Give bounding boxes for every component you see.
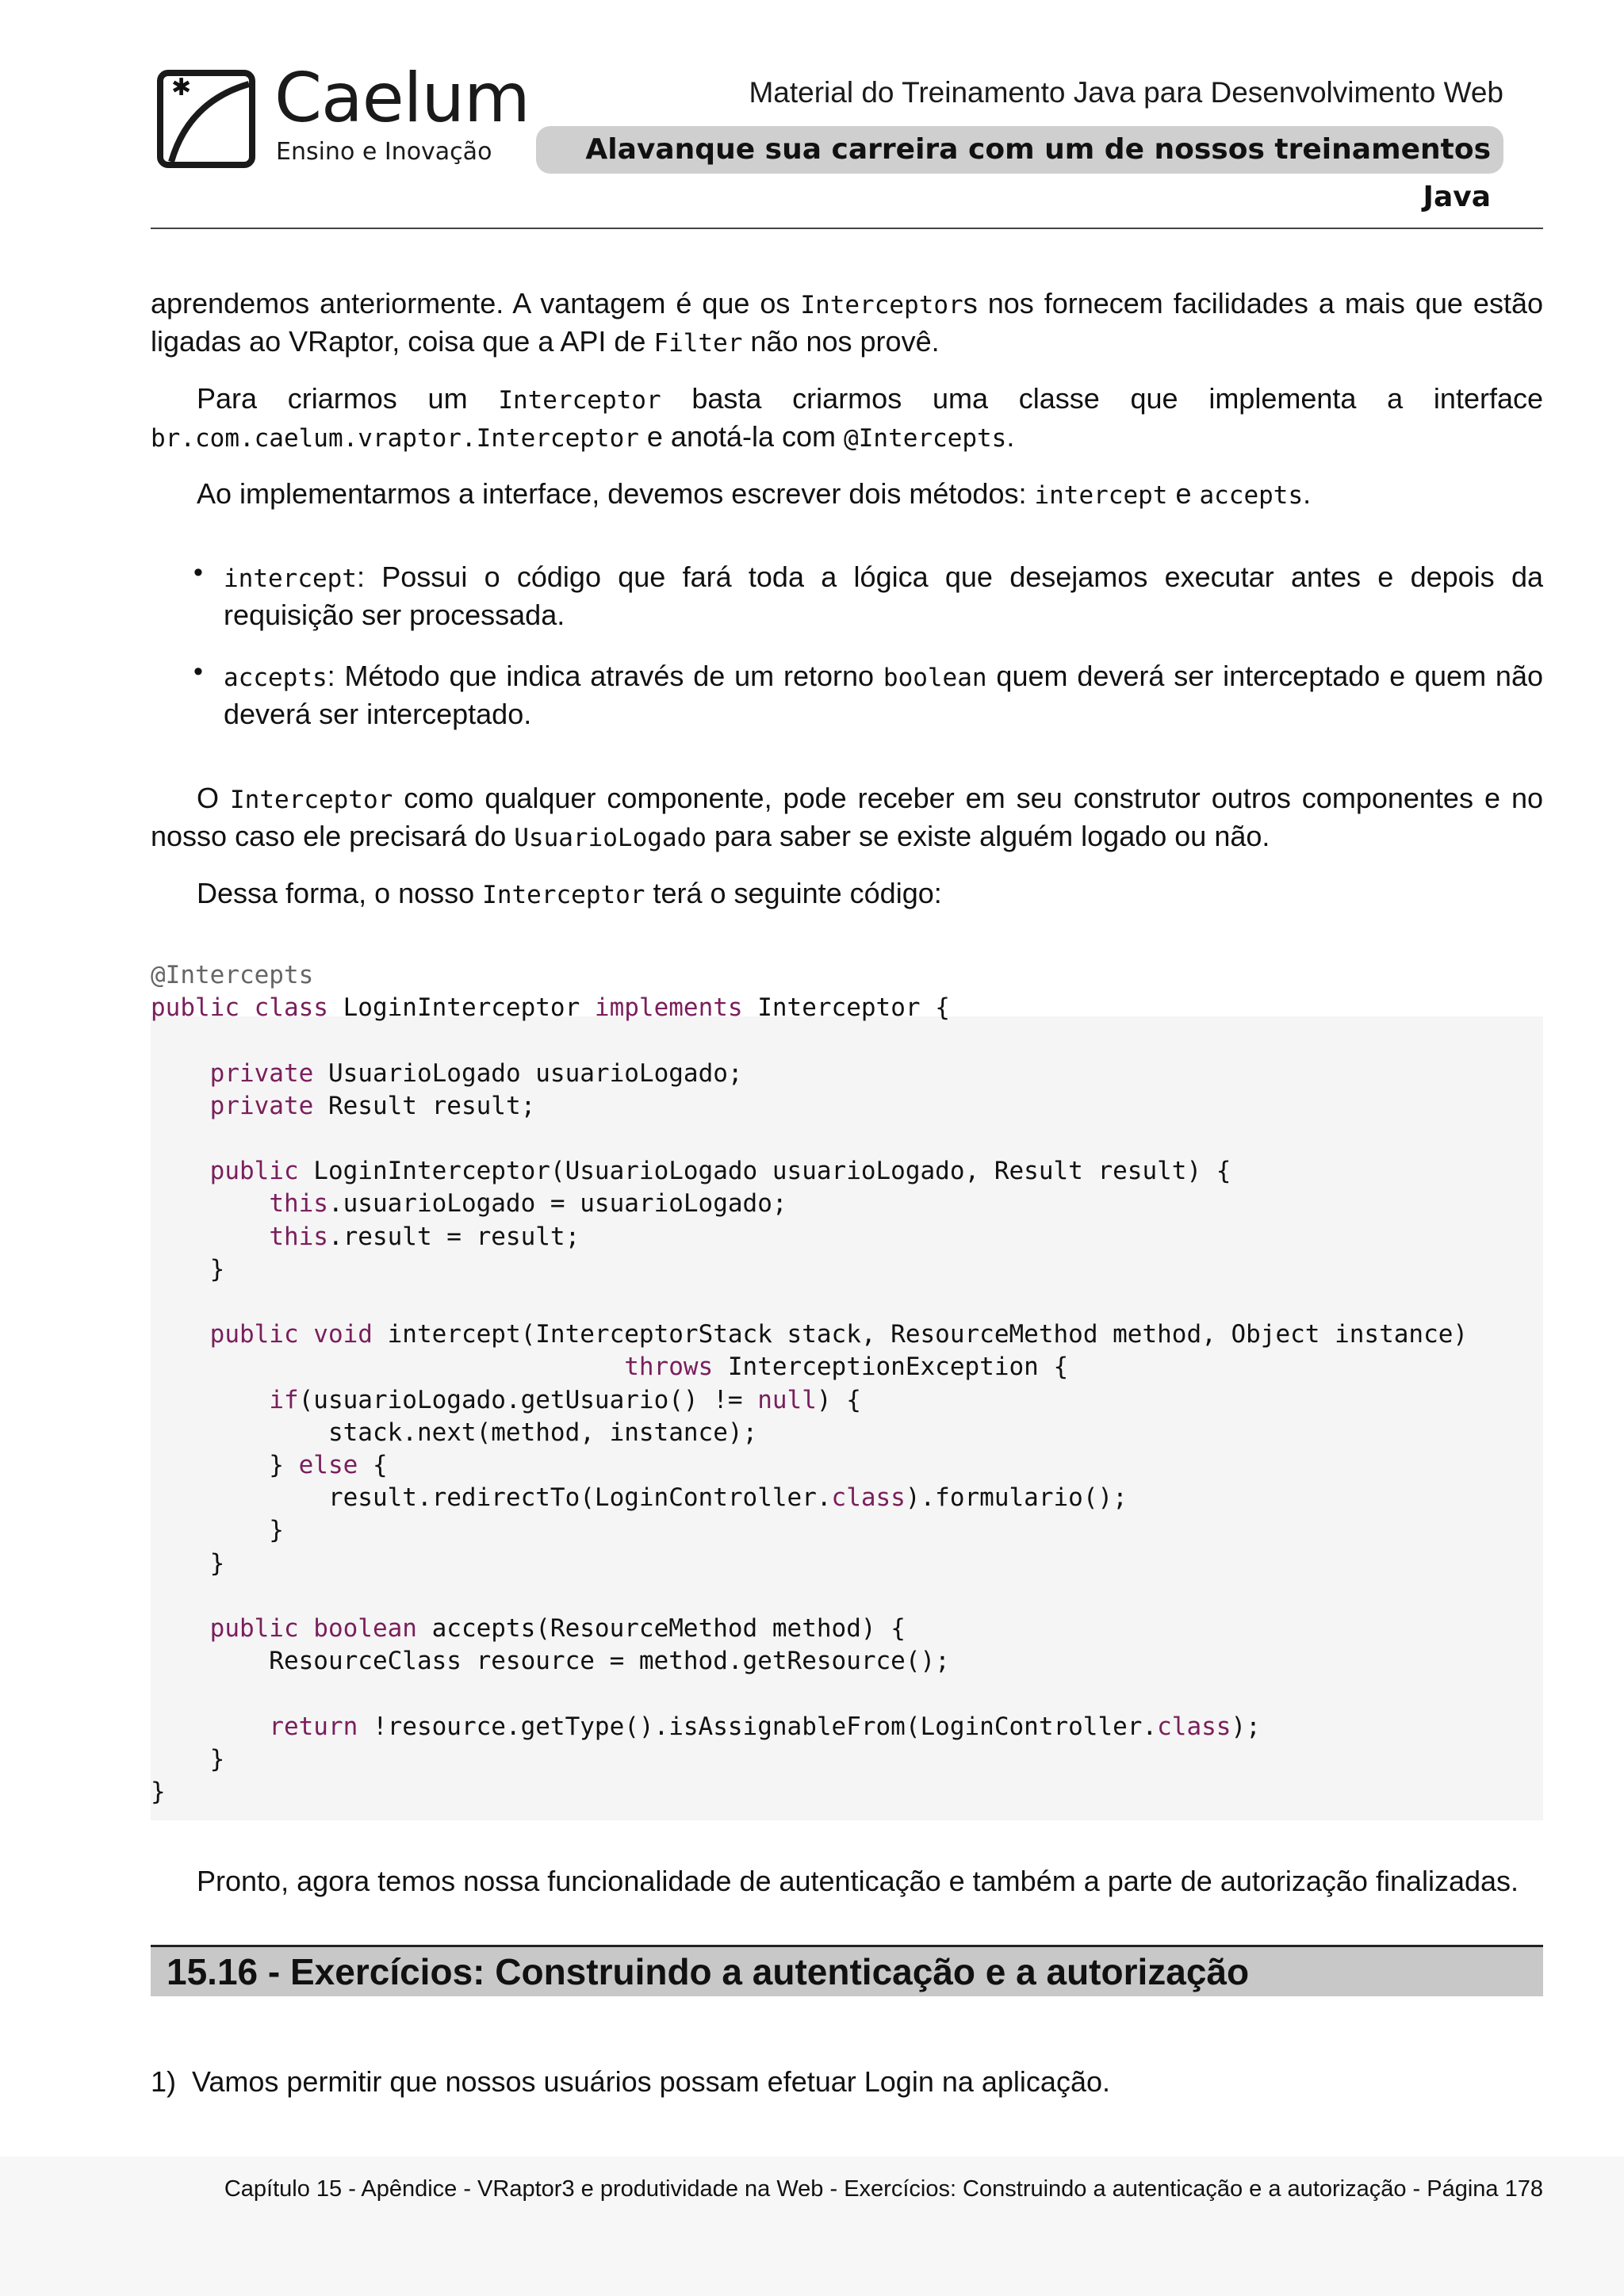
text: aprendemos anteriormente. A vantagem é que os xyxy=(151,287,801,320)
text: como qualquer componente, pode receber em seu construtor outros componentes e no nosso caso ele precisará do xyxy=(151,782,1543,852)
paragraph-4 xyxy=(151,780,1543,856)
text: terá o seguinte código: xyxy=(645,877,942,909)
code-line: stack.next(method, instance); xyxy=(151,1418,758,1447)
code-inline: Interceptor xyxy=(498,386,661,415)
logo-tagline: Ensino e Inovação xyxy=(276,138,492,166)
logo-name: Caelum xyxy=(274,59,530,138)
caelum-logo xyxy=(157,59,530,176)
code-line: } else { xyxy=(151,1451,388,1480)
header-divider xyxy=(151,228,1543,229)
code-line: } xyxy=(151,1777,166,1807)
text: : Método que indica através de um retorno xyxy=(327,660,883,692)
code-line: throws InterceptionException { xyxy=(624,1353,1069,1382)
code-line: } xyxy=(151,1254,225,1284)
promo-banner: Alavanque sua carreira com um de nossos treinamentos Java xyxy=(536,126,1503,174)
bullet-icon: • xyxy=(193,557,203,587)
code-line: this.usuarioLogado = usuarioLogado; xyxy=(269,1189,787,1219)
text: para saber se existe alguém logado ou não. xyxy=(706,820,1270,852)
text: não nos provê. xyxy=(742,325,940,358)
exercise-number: 1) xyxy=(151,2065,177,2098)
document-title: Material do Treinamento Java para Desenvolvimento Web xyxy=(749,76,1503,109)
text: quem deverá ser interceptado e quem não deverá ser interceptado. xyxy=(224,660,1543,730)
bullet-accepts xyxy=(224,658,1543,733)
text: e anotá-la com xyxy=(638,420,845,453)
code-line: this.result = result; xyxy=(269,1222,580,1251)
section-title: 15.16 - Exercícios: Construindo a autenticação e a autorização xyxy=(151,1947,1543,1996)
text: . xyxy=(1303,477,1312,510)
code-inline: intercept xyxy=(224,564,357,593)
code-line: } xyxy=(151,1516,284,1545)
text: Para criarmos um xyxy=(197,382,499,415)
paragraph-2 xyxy=(151,381,1543,457)
bullet-icon: • xyxy=(193,656,203,687)
text: Ao implementarmos a interface, devemos escrever dois métodos: xyxy=(197,477,1035,510)
code-line: } xyxy=(151,1744,225,1774)
logo-mark-icon xyxy=(157,70,255,168)
code-inline: @Intercepts xyxy=(844,424,1007,453)
code-inline: intercept xyxy=(1034,481,1168,510)
code-inline: accepts xyxy=(224,664,327,692)
text: e xyxy=(1167,477,1200,510)
code-line: public void intercept(InterceptorStack stack, ResourceMethod method, Object instance) xyxy=(209,1320,1469,1349)
exercise-item xyxy=(151,2064,1543,2100)
code-inline: Filter xyxy=(653,329,743,358)
page-footer: Capítulo 15 - Apêndice - VRaptor3 e produtividade na Web - Exercícios: Construindo a autenticação e a autorização - Página 178 xyxy=(224,2176,1543,2202)
paragraph-5 xyxy=(151,875,1543,913)
code-line: result.redirectTo(LoginController.class).formulario(); xyxy=(151,1483,1128,1513)
text: s nos fornecem facilidades a mais que estão ligadas ao VRaptor, coisa que a API de xyxy=(151,287,1543,358)
text: O xyxy=(197,782,230,814)
paragraph-3 xyxy=(151,476,1543,514)
text: . xyxy=(1006,420,1015,453)
code-line: ResourceClass resource = method.getResource(); xyxy=(151,1647,950,1676)
code-line: private Result result; xyxy=(209,1091,536,1120)
paragraph-1 xyxy=(151,285,1543,362)
code-line: @Intercepts xyxy=(151,961,314,989)
code-inline: Interceptor xyxy=(230,786,393,814)
text: Dessa forma, o nosso xyxy=(197,877,483,909)
code-line: public class LoginInterceptor implements Interceptor { xyxy=(151,993,950,1023)
exercise-text: Vamos permitir que nossos usuários possam efetuar Login na aplicação. xyxy=(192,2065,1110,2098)
page-header xyxy=(0,0,1624,230)
code-line: public boolean accepts(ResourceMethod method) { xyxy=(209,1614,906,1644)
code-inline: UsuarioLogado xyxy=(514,824,707,852)
code-line: } xyxy=(151,1548,225,1578)
code-line: return !resource.getType().isAssignableFrom(LoginController.class); xyxy=(269,1712,1261,1741)
code-inline: boolean xyxy=(883,664,987,692)
code-line: public LoginInterceptor(UsuarioLogado usuarioLogado, Result result) { xyxy=(209,1157,1231,1186)
code-block xyxy=(151,959,1468,1808)
code-line: private UsuarioLogado usuarioLogado; xyxy=(209,1058,743,1088)
code-inline: accepts xyxy=(1199,481,1304,510)
bullet-intercept xyxy=(224,559,1543,633)
text: : Possui o código que fará toda a lógica que desejamos executar antes e depois da requisição ser processada. xyxy=(224,561,1543,631)
code-inline: Interceptor xyxy=(800,291,963,320)
code-inline: br.com.caelum.vraptor.Interceptor xyxy=(151,424,639,453)
code-inline: Interceptor xyxy=(482,881,645,909)
star-icon: ✱ xyxy=(171,75,192,101)
code-line: if(usuarioLogado.getUsuario() != null) { xyxy=(269,1385,861,1414)
paragraph-6: Pronto, agora temos nossa funcionalidade de autenticação e também a parte de autorização finalizadas. xyxy=(197,1865,1519,1897)
text: basta criarmos uma classe que implementa a interface xyxy=(661,382,1543,415)
